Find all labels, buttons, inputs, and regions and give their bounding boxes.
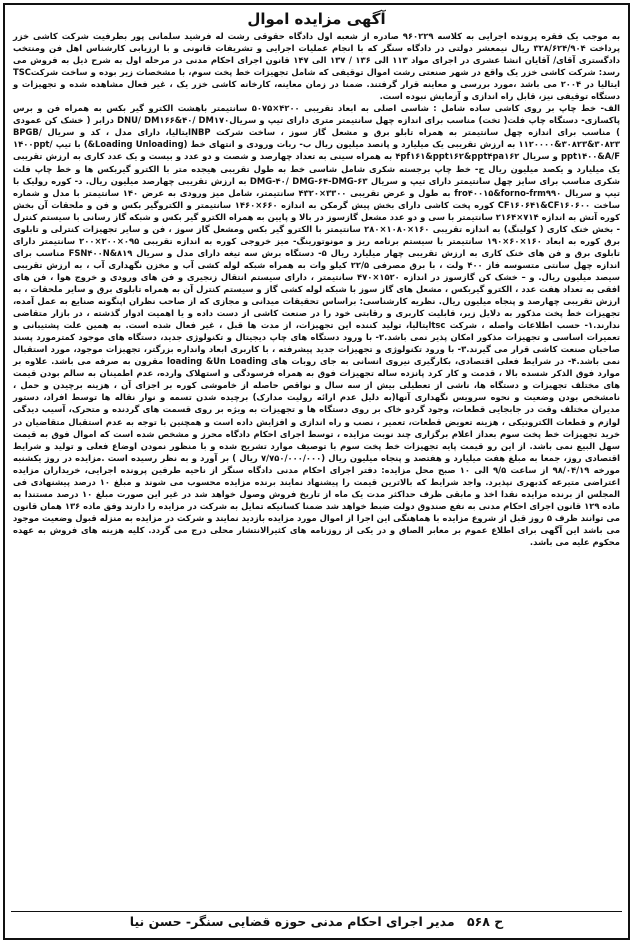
notice-signature — [11, 911, 622, 932]
notice-paragraph: الف- خط چاپ بر روی کاشی ساده شامل : شاسی اصلی به ابعاد تقریبی ۴۲۰۰×۵۰۷۵ سانتیمتر باهشت الکترو گیر بکس به همراه فن و برس پاکسازی- دستگاه چاپ فلت( تخت) مناسب برای اندازه چهل سانتیمتر متری دارای تیپ و سریالDNU/ DM۱۶۶&۴۰/ DM۱۷۰ درابر ( خشک کن عمودی ) مناسب برای اندازه چهل سانتیمتر به همراه تابلو برق و مشعل گاز سوز ، ساخت شرکت NBPایتالیا، دارای مدل ، کد و سریال BPGB/۱۱۲۰۰۰۰&۳۰۸۲۳&۳۰۸۲۳ به ارزش تقریبی یک میلیارد و پانصد میلیون ریال ب- ربات ورودی و انتهای خط (Loading Unloading&) با تیپ ۱۴۰۰ppt/ ppt۱۴۰۰&A/F و سریال ۴pf۱۶۱&ppt۱۶۲&ppt۴pa۱۶۲ به همراه سینی به تعداد چهارصد و شصت و دو عدد و بیست و یک عدد کاری به ارزش تقریبی یک میلیارد و یکصد میلیون ریال ج- خط چاپ برجسته شکری شامل شاسی خط به طول تقریبی هیجده متر با الکترو گیربکس ها و خط چاپ فلت شکری مناسب برای سایز چهل سانتیمتر دارای تیپ و سریال DMG-۴۰/ DMG-۶۴-DMG-۶۳ به ارزش تقریبی چهارصد میلیون ریال. د- کوره رولیک با تیپ و سریال fro۴۰۰۱۵&forno-frm۹۹۰ به طول و عرض تقریبی ۳۳۰۰×۴۳۲۰ سانتیمتر، شامل میز ورودی به عرض ۱۴۰ سانتیمتر با مدل و شماره ساخت CF۱۶۰۶۴۱&CF۱۶۰۶۰۰ کوره پخت کاشی دارای بخش پیش گرمکن به اندازه ۶۶۰×۱۴۶۰ سانتیمتر و الکتروگیر بکس و فن و ملحقات آن بخش کوره آتش به اندازه ۷۱۴×۲۱۶۴ سانتیمتر با سی و دو عدد مشعل گازسوز در بالا و پایین به همراه الکترو گیر بکس و شبکه گاز رسانی با سیستم کنترل - بخش خنک کاری ( کولینگ) به اندازه تقریبی ۱۶۰×۱۰۸۰×۲۸۰ سانتیمتر با الکترو گیر بکس ومشعل گاز سوز ، فن و سایر تجهیزات کنترلی و تابلوی برق کوره به ابعاد ۱۶۰×۶۰×۱۹۰ سانتیمتر با سیستم برنامه ریز و مونوتورینگ- میز خروجی کوره به اندازه تقریبی ۰۹۵×۲۰۰×۲۰۰ سانتیمتر دارای تابلوی برق و فن های خنک کاری به ارزش تقریبی چهار میلیارد ریال ۵- دستگاه برش سه تیغه دارای مدل و سریال FSN۴۰۰N&۸۱۹ مناسب برای اندازه چهل سانتی متسوسه فاز ۴۰۰ ولت ، با برق مصرفی ۲۲/۵ کیلو وات به همراه شبکه لوله کشی آب و مخزن نگهداری آب ، به ارزش تقریبی سیصد میلیون ریال. و – خشک کن گازسوز در اندازه ۱۵۲۰×۴۷۰ سانتیمتر ، دارای سیستم انتقال زنجیری و فن های ورودی و خروج هوا ، فن های افقی به تعداد هفت عدد ، الکترو گیربکس ، مشعل های گاز سوز با شبکه لوله کشی گاز و سیستم کنترل آن به همراه تابلوی برق و سایر ملحقات ، به ارزش تقریبی چهارصد و پنجاه میلیون ریال. نظریه کارشناسی: براساس تحقیقات میدانی و مجازی که از صاحب نظران اپنگونه صنایع به عمل آمده، تجهیزات خط پخت مذکور به دلایل زیر، قابلیت کاربری و رقابتی خود را در صنعت کاشی از دست داده و یا اهمیت ادوار گذشته ، در بازار متقاضی ندارند.۱- حسب اطلاعات واصله ، شرکت tscایتالیا، تولید کننده این تجهیزات، از مدت ها قبل ، غیر فعال شده است. به همین علت پشتیبانی و تعمیرات اساسی و تجهیزات مذکور امکان پذیر نمی باشد.۲- با ورود دستگاه های چاپ دیجیتال و تکنولوژی جدید، دستگاه های موجود کمترمورد پسند صاحبان صنعت کاشی قرار می گیرند.۳- با ورود تکنولوژی و تجهیزات جدید پیشرفته ، با کاربری ابعاد وانداره بزرگتر، تجهیزات موجود، مورد استقبال نمی باشد.۴- در شرایط فعلی اقتصادی، بکارگیری نیروی انسانی به جای روبات های loading &Un Loading مقرون به صرفه می باشد. علاوه بر موارد فوق الذکر شسده بالا ، قدمت و کار کرد پانزده ساله تجهیزات فوق به همراه فرسودگی و استهلاک وارده، عدم اطمینان به سالم بودن قیمت های مختلف تجهیزات و دستگاه ها، ناشی از تعطیلی بیش از سه سال و نواقص حاصله از خاموشی کوره بر اجزای آن ، هزینه برچیدن و حمل ، نامشخص بودن وضعیت و نحوه سرویس نگهداری آنها(به دلیل عدم ارائه رولیت مدارک) برچیده شدن تسمه و نوار نقاله ها توسط افراد، دستور مدیران مختلف وقت در جابجایی قطعات، وجود گردو خاک بر روی دستگاه ها و تجهیزات به ویژه بر روی قسمت های گردنده و متحرک، آسیب دیدگی لوازم و قطعات الکترونیکی ، هزینه تعویض قطعات، تعمیر ، نصب و راه اندازی و افزایش داده است و همچنین با توجه به عدم استقبال متقاضیان در خرید تجهیزات خط پخت سوم بعداز اعلام برگزاری چند نوبت مزایده ، توسط اجرای احکام دادگاه محرز و مشخص شده است که اموال فوق به قیمت سهل البیع نمی باشد. از این رو قیمت پایه تجهیزات خط پخت سوم با توصیف موارد تشریح شده و با منظور نمودن اوضاع فعلی و تولید و شرایط اقتصادی روز، جمعا به مبلغ هفت میلیارد و هفتصد و پنجاه میلیون ریال (۷/۷۵۰/۰۰۰/۰۰۰ ریال ) بر آورد و به نظر رسیده است .مزایده در روز یکشنبه مورخه ۹۸/۰۴/۱۹ از ساعت ۹/۵ الی ۱۰ صبح محل مزایده: دفتر اجرای احکام مدنی دادگاه سنگر از ناحیه طرفین پرونده اجرایی، خریداران مزایده اعتراضی متیرعه کدبهری نپذیرد. واجد شرایط که بالاترین قیمت را پیشنهاد نمایند برنده مزایده محسوب می شوند و مبلغ ۱۰ درصد پیشنهادی فی المجلس از برنده مزایده نقدا اخذ و مابقی ظرف حداکثر مدت یک ماه از تاریخ فروش وصول خواهد شد در غیر این صورت مبلغ ۱۰ درصد مستندا به ماده ۱۲۹ قانون اجرای احکام مدنی به نفع صندوق دولت ضبط خواهد شد ضمنا کسانیکه تمایل به شرکت در مزایده را دارند وفق ماده ۱۳۶ همان قانون می توانند ظرف ۵ روز قبل از شروع مزایده با هماهنگی این اجرا از اموال مورد مزایده بازدید نمایند و شرکت در مزایده به منزله قبول وضعیت موجود می باشد این آگهی برای اطلاع عموم بر معابر الصاق و در یکی از روزنامه های کثیرالانتشار محلی درج می گردد. کلیه هزینه های فروش به عهده محکوم علیه می باشد. — [13, 103, 621, 547]
notice-title: آگهی مزایده اموال — [247, 10, 386, 28]
notice-body — [13, 30, 620, 548]
signature-text: مدیر اجرای احکام مدنی حوزه قضایی سنگر- حسن نیا — [129, 914, 455, 929]
notice-code: ح ۵۶۸ — [466, 914, 504, 929]
notice-border — [3, 3, 630, 940]
notice-paragraph: به موجب یک فقره پرونده اجرایی به کلاسه ۹۶۰۲۲۹ صادره از شعبه اول دادگاه حقوقی رشت له فرشید سلمانی پور بطرفیت شرکت کاشی خزر پرداخت ۳۲۸/۶۲۴/۹۰۴ ریال نیمعشر دولتی در دادگاه سنگر که با انجام عملیات اجرایی و تشریفات قانونی و با ارزیابی کارشناس اهل فن ومنتخب دادگستری آقای/ آقایان انشا عشری در اجرای مواد ۱۱۳ الی ۱۳۶ / ۱۳۷ الی ۱۴۷ قانون اجرای احکام مدنی در مرحله اول به شرح ذیل به فروش می رسد: شرکت کاشی خزر یک واقع در شهر صنعتی رشت اموال توقیفی که شامل تجهیزات خط پخت سوم، با مشخصات زیر بوده و ساخت شرکتTSC ایتالیا در ۲۰۰۴ می باشد ،مورد بررسی و معاینه قرار گرفتند. ضمنا در زمان معاینه، کارخانه کاشی خزر یک ، غیر فعال مشاهده شده و تجهیزات و دستگاه توقیفی نیز، قابل راه اندازی و آزمایش نبوده است. — [13, 31, 621, 102]
